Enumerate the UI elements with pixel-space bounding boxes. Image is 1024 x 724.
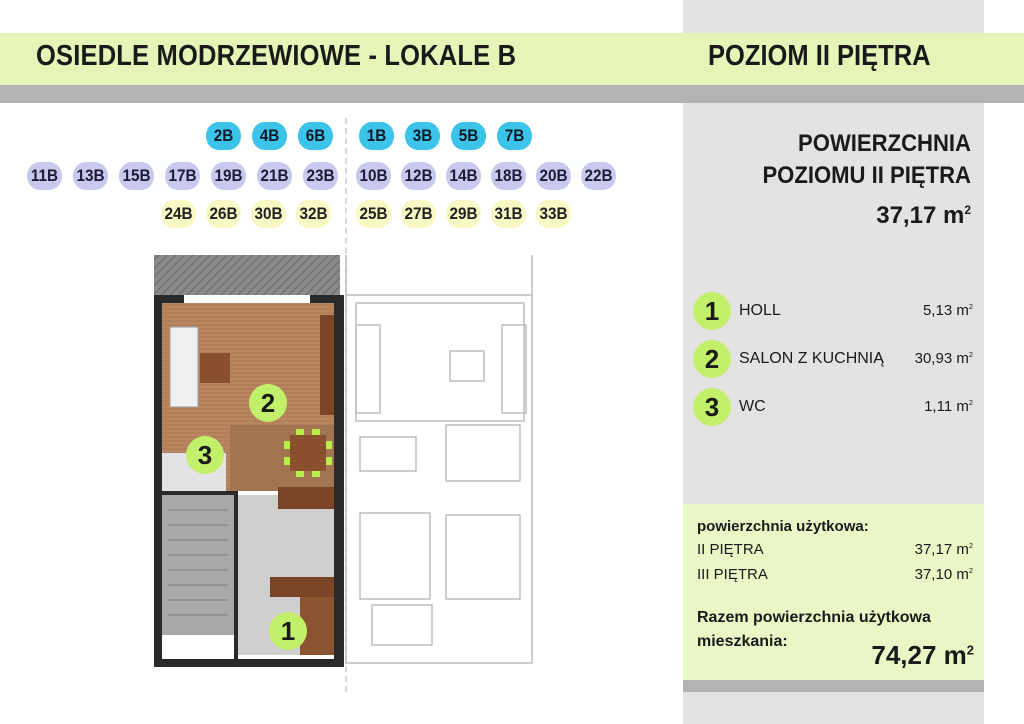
summary-row-ii	[697, 541, 973, 563]
summary-row-name: II PIĘTRA	[697, 541, 764, 558]
unit-chip: 32B	[296, 200, 331, 228]
room-row-salon	[693, 340, 973, 380]
summary-row-value: 37,17 $m^2$	[914, 541, 973, 558]
unit-chip: 18B	[491, 162, 526, 190]
unit-chip: 17B	[165, 162, 200, 190]
area-value-number: 37,17 m	[876, 202, 965, 229]
unit-chip: 22B	[581, 162, 616, 190]
unit-chip: 3B	[405, 122, 440, 150]
area-value	[876, 202, 971, 230]
unit-chip: 31B	[491, 200, 526, 228]
unit-chip: 23B	[303, 162, 338, 190]
unit-chip: 25B	[356, 200, 391, 228]
unit-chip: 1B	[359, 122, 394, 150]
area-heading	[732, 128, 971, 192]
room-area: 1,11 $m^2$	[924, 398, 973, 415]
area-heading-line2: POZIOMU II PIĘTRA	[762, 162, 971, 189]
right-unit-plan	[346, 255, 532, 663]
footer-divider	[683, 680, 984, 692]
summary-row-name: III PIĘTRA	[697, 566, 768, 583]
unit-chip: 19B	[211, 162, 246, 190]
unit-chip: 11B	[27, 162, 62, 190]
unit-chip: 33B	[536, 200, 571, 228]
room-row-wc	[693, 388, 973, 428]
floor-plan	[150, 255, 550, 670]
unit-chip: 21B	[257, 162, 292, 190]
unit-chip: 14B	[446, 162, 481, 190]
room-badge-1	[269, 612, 307, 650]
left-unit-plan	[154, 255, 344, 667]
unit-chip: 26B	[206, 200, 241, 228]
room-name: SALON Z KUCHNIĄ	[739, 350, 884, 367]
room-badge-3	[186, 436, 224, 474]
total-value: 74,27 $m^2$	[871, 640, 974, 670]
summary-label: powierzchnia użytkowa:	[697, 518, 869, 535]
total-label: Razem powierzchnia użytkowa mieszkania:	[697, 609, 931, 650]
room-badge-2	[249, 384, 287, 422]
room-number: 1	[693, 292, 731, 330]
unit-chip: 2B	[206, 122, 241, 150]
unit-chip: 30B	[251, 200, 286, 228]
unit-chip: 5B	[451, 122, 486, 150]
unit-chip: 15B	[119, 162, 154, 190]
room-area: 30,93 $m^2$	[914, 350, 973, 367]
room-name: WC	[739, 398, 766, 415]
unit-chip: 6B	[298, 122, 333, 150]
summary-row-iii	[697, 566, 973, 588]
room-area: 5,13 $m^2$	[922, 302, 973, 319]
unit-chip: 29B	[446, 200, 481, 228]
unit-chip: 7B	[497, 122, 532, 150]
page-title: OSIEDLE MODRZEWIOWE - LOKALE B	[36, 40, 517, 72]
area-value-unit: 2	[964, 203, 971, 217]
room-number: 2	[693, 340, 731, 378]
room-badge-2-label: 2	[260, 388, 276, 418]
room-badge-3-label: 3	[197, 440, 213, 470]
room-badge-1-label: 1	[280, 616, 296, 646]
room-number: 3	[693, 388, 731, 426]
unit-chip: 12B	[401, 162, 436, 190]
unit-chip: 24B	[161, 200, 196, 228]
unit-chip: 13B	[73, 162, 108, 190]
header-divider	[0, 85, 1024, 103]
area-heading-line1: POWIERZCHNIA	[798, 130, 971, 157]
unit-chip: 10B	[356, 162, 391, 190]
room-row-holl	[693, 292, 973, 332]
summary-row-value: 37,10 $m^2$	[914, 566, 973, 583]
room-name: HOLL	[739, 302, 781, 319]
unit-chip: 20B	[536, 162, 571, 190]
unit-chip: 27B	[401, 200, 436, 228]
unit-chip: 4B	[252, 122, 287, 150]
level-title: POZIOM II PIĘTRA	[708, 40, 931, 72]
